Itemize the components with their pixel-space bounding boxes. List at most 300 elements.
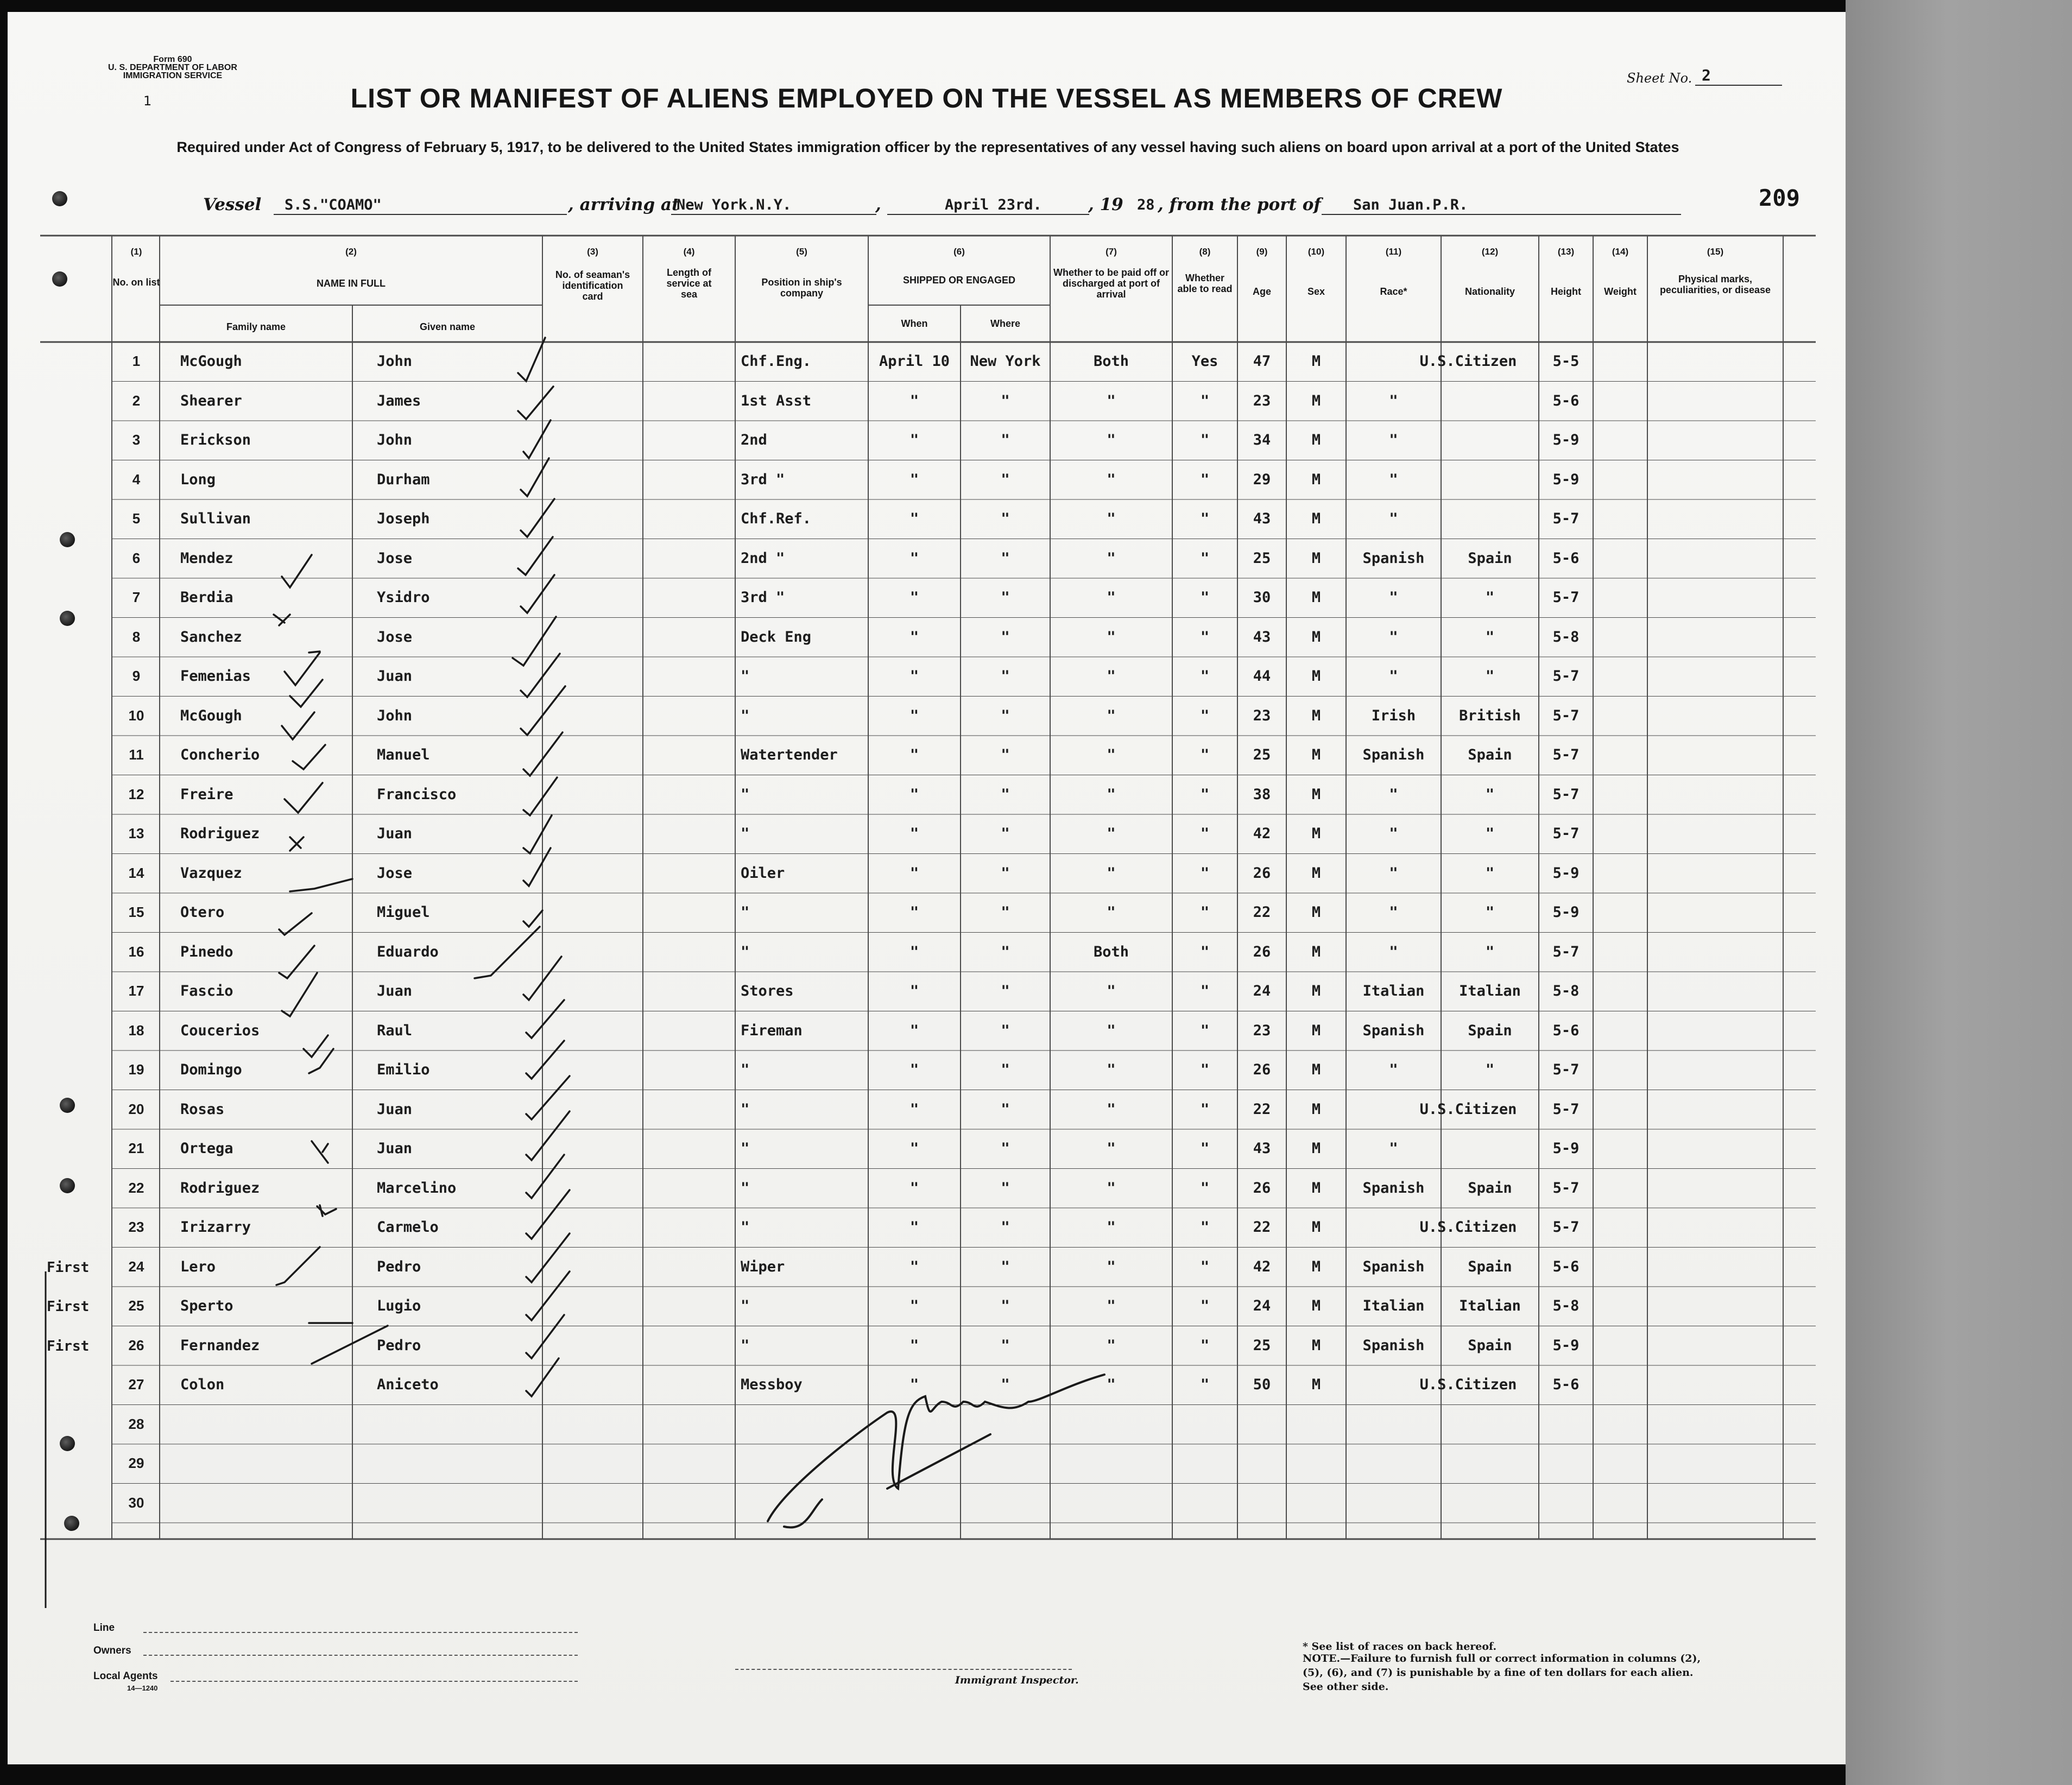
given-name: John [377, 707, 413, 724]
family-name: Rodriguez [180, 825, 260, 842]
departure-port: San Juan.P.R. [1353, 197, 1468, 213]
sex: M [1311, 1297, 1321, 1314]
age: 25 [1253, 746, 1271, 763]
paid-off: " [1107, 510, 1116, 527]
age: 26 [1253, 1061, 1271, 1078]
sex: M [1311, 432, 1321, 448]
col8-number: (8) [1199, 246, 1211, 257]
sex: M [1311, 707, 1321, 724]
shipped-when: " [909, 432, 919, 448]
shipped-where: " [1001, 786, 1010, 803]
sex: M [1311, 510, 1321, 527]
able-to-read: " [1200, 1022, 1210, 1039]
position: " [741, 1100, 750, 1118]
row-number: 10 [128, 707, 144, 724]
races-footnote: * See list of races on back hereof. [1303, 1641, 1497, 1653]
sex: M [1311, 1337, 1321, 1354]
col10-header: Sex [1307, 286, 1325, 297]
row-number: 12 [128, 786, 144, 802]
paid-off: " [1107, 432, 1116, 448]
given-name: Lugio [377, 1297, 421, 1314]
family-name: Coucerios [180, 1022, 260, 1039]
punch-hole [60, 1098, 75, 1113]
col3-number: (3) [587, 246, 598, 257]
shipped-where: " [1001, 1179, 1010, 1197]
race: " [1389, 432, 1398, 448]
row-number: 21 [128, 1140, 144, 1156]
shipped-where: " [1001, 510, 1010, 527]
comma: , [875, 195, 881, 214]
row-number: 8 [132, 628, 141, 645]
able-to-read: " [1200, 1140, 1210, 1157]
nationality: " [1485, 864, 1495, 882]
position: 3rd " [741, 471, 785, 488]
shipped-when: " [909, 746, 919, 763]
sheet-number-value: 2 [1702, 66, 1711, 84]
col2-number: (2) [345, 246, 357, 257]
sex: M [1311, 1258, 1321, 1275]
shipped-where: " [1001, 1337, 1010, 1354]
nationality: U.S.Citizen [1419, 1100, 1517, 1118]
height: 5-8 [1552, 983, 1580, 999]
shipped-where: " [1001, 1376, 1010, 1393]
able-to-read: " [1200, 432, 1210, 448]
family-name: Ortega [180, 1140, 233, 1157]
position: 1st Asst [741, 392, 812, 409]
family-name: Shearer [180, 392, 242, 409]
col6-number: (6) [953, 246, 965, 257]
sex: M [1311, 746, 1321, 763]
shipped-where: " [1001, 746, 1010, 763]
nationality: Spain [1468, 549, 1512, 567]
sex: M [1311, 668, 1321, 685]
height: 5-8 [1552, 1297, 1580, 1314]
row-number: 15 [128, 904, 144, 920]
nationality: Italian [1459, 983, 1521, 999]
race: " [1389, 668, 1398, 685]
race: " [1389, 471, 1398, 488]
col7-header: Whether to be paid off or discharged at port of arrival [1053, 267, 1169, 300]
shipped-when: " [909, 1140, 919, 1157]
sex: M [1311, 904, 1321, 921]
punch-hole [52, 271, 67, 287]
paid-off: " [1107, 628, 1116, 645]
shipped-when: " [909, 1061, 919, 1078]
age: 50 [1253, 1376, 1271, 1393]
margin-annotation: First [47, 1299, 90, 1315]
position: Wiper [741, 1258, 785, 1275]
able-to-read: Yes [1191, 353, 1218, 370]
able-to-read: " [1200, 1258, 1210, 1275]
position: " [741, 1179, 750, 1197]
able-to-read: " [1200, 628, 1210, 645]
given-name: Eduardo [377, 943, 439, 960]
given-name: Raul [377, 1022, 413, 1039]
age: 43 [1253, 628, 1271, 645]
nationality: Spain [1468, 1022, 1512, 1039]
row-number: 20 [128, 1100, 144, 1117]
shipped-where: " [1001, 589, 1010, 606]
row-number: 19 [128, 1061, 144, 1078]
able-to-read: " [1200, 392, 1210, 409]
age: 43 [1253, 510, 1271, 527]
able-to-read: " [1200, 668, 1210, 685]
penalty-note: NOTE.—Failure to furnish full or correct information in columns (2), (5), (6), and (7) is punishable by a fine of ten dollars for each alien. See other side. [1303, 1653, 1701, 1693]
family-name: Rodriguez [180, 1179, 260, 1197]
height: 5-5 [1552, 353, 1580, 370]
paid-off: " [1107, 1140, 1116, 1157]
position: " [741, 1219, 750, 1236]
race: Irish [1371, 707, 1416, 724]
able-to-read: " [1200, 1061, 1210, 1078]
col1-header: No. on list [112, 277, 160, 288]
height: 5-9 [1552, 864, 1580, 882]
family-name: Lero [180, 1258, 216, 1275]
punch-hole [60, 611, 75, 626]
col4-header: Length of service at sea [666, 267, 712, 300]
height: 5-7 [1552, 786, 1580, 803]
shipped-where: New York [970, 353, 1041, 370]
race: " [1389, 904, 1398, 921]
age: 22 [1253, 1100, 1271, 1118]
given-name: Jose [377, 549, 413, 567]
position: " [741, 825, 750, 842]
position: 2nd " [741, 549, 785, 567]
sex: M [1311, 1100, 1321, 1118]
able-to-read: " [1200, 589, 1210, 606]
given-name: Miguel [377, 904, 430, 921]
sex: M [1311, 353, 1321, 370]
height: 5-7 [1552, 1100, 1580, 1118]
given-name: Manuel [377, 746, 430, 763]
shipped-when: " [909, 707, 919, 724]
given-name: Juan [377, 668, 413, 685]
family-name: Freire [180, 786, 233, 803]
family-name: Concherio [180, 746, 260, 763]
row-number: 28 [128, 1415, 144, 1432]
family-name: Colon [180, 1376, 225, 1393]
height: 5-9 [1552, 1140, 1580, 1157]
shipped-where: " [1001, 983, 1010, 999]
height: 5-9 [1552, 471, 1580, 488]
given-name: James [377, 392, 421, 409]
vessel-name: S.S."COAMO" [285, 197, 382, 213]
able-to-read: " [1200, 1179, 1210, 1197]
race: Italian [1362, 1297, 1425, 1314]
paid-off: " [1107, 471, 1116, 488]
nationality: " [1485, 904, 1495, 921]
position: Stores [741, 983, 794, 999]
age: 44 [1253, 668, 1271, 685]
row-number: 1 [132, 353, 141, 369]
shipped-where: " [1001, 628, 1010, 645]
able-to-read: " [1200, 549, 1210, 567]
position: " [741, 1337, 750, 1354]
sex: M [1311, 1061, 1321, 1078]
family-name: McGough [180, 707, 242, 724]
age: 47 [1253, 353, 1271, 370]
shipped-when: " [909, 786, 919, 803]
height: 5-6 [1552, 1376, 1580, 1393]
nationality: " [1485, 943, 1495, 960]
arrival-date: April 23rd. [945, 197, 1042, 213]
margin-annotation: First [47, 1338, 90, 1354]
family-name: Pinedo [180, 943, 233, 960]
age: 23 [1253, 1022, 1271, 1039]
age: 43 [1253, 1140, 1271, 1157]
shipped-where: " [1001, 549, 1010, 567]
document-subtitle: Required under Act of Congress of February 5, 1917, to be delivered to the United States immigration officer by the representatives of any vessel having such aliens on board upon arrival at a port of the United States [176, 139, 1679, 155]
sex: M [1311, 943, 1321, 960]
agents-form-code: 14—1240 [127, 1684, 158, 1692]
given-name: Pedro [377, 1337, 421, 1354]
row-number: 3 [132, 432, 141, 448]
race: Spanish [1362, 746, 1425, 763]
shipped-when: " [909, 1297, 919, 1314]
given-name: Juan [377, 825, 413, 842]
given-name: Carmelo [377, 1219, 439, 1236]
position: Messboy [741, 1376, 803, 1393]
paid-off: " [1107, 707, 1116, 724]
able-to-read: " [1200, 1100, 1210, 1118]
shipped-when: " [909, 589, 919, 606]
able-to-read: " [1200, 1297, 1210, 1314]
paid-off: Both [1093, 353, 1129, 370]
position: " [741, 786, 750, 803]
nationality: " [1485, 825, 1495, 842]
age: 23 [1253, 707, 1271, 724]
height: 5-6 [1552, 392, 1580, 409]
row-number: 27 [128, 1376, 144, 1392]
race: " [1389, 510, 1398, 527]
height: 5-7 [1552, 1061, 1580, 1078]
nationality: " [1485, 628, 1495, 645]
shipped-when: " [909, 983, 919, 999]
able-to-read: " [1200, 786, 1210, 803]
shipped-where: " [1001, 1022, 1010, 1039]
given-name: John [377, 432, 413, 448]
able-to-read: " [1200, 510, 1210, 527]
row-number: 22 [128, 1179, 144, 1196]
shipped-where: " [1001, 1140, 1010, 1157]
arrival-year: 28 [1137, 197, 1155, 213]
shipped-when: " [909, 628, 919, 645]
paid-off: " [1107, 904, 1116, 921]
row-number: 29 [128, 1455, 144, 1471]
sex: M [1311, 983, 1321, 999]
able-to-read: " [1200, 471, 1210, 488]
col12-header: Nationality [1464, 286, 1515, 297]
given-name: Jose [377, 628, 413, 645]
age: 22 [1253, 1219, 1271, 1236]
paid-off: " [1107, 1022, 1116, 1039]
given-name: Pedro [377, 1258, 421, 1275]
paid-off: " [1107, 746, 1116, 763]
punch-hole [52, 191, 67, 206]
shipped-when: " [909, 510, 919, 527]
family-name: Sullivan [180, 510, 251, 527]
able-to-read: " [1200, 904, 1210, 921]
shipped-when: " [909, 1376, 919, 1393]
able-to-read: " [1200, 1376, 1210, 1393]
sheet-label: Sheet No. [1627, 71, 1692, 86]
race: Spanish [1362, 1022, 1425, 1039]
race: Spanish [1362, 1337, 1425, 1354]
department-name: U. S. DEPARTMENT OF LABOR [108, 63, 237, 72]
age: 25 [1253, 1337, 1271, 1354]
age: 26 [1253, 864, 1271, 882]
age: 34 [1253, 432, 1271, 448]
height: 5-7 [1552, 746, 1580, 763]
given-name: Aniceto [377, 1376, 439, 1393]
height: 5-6 [1552, 549, 1580, 567]
height: 5-7 [1552, 943, 1580, 960]
shipped-where: " [1001, 1100, 1010, 1118]
race: " [1389, 628, 1398, 645]
shipped-where: " [1001, 432, 1010, 448]
col14-number: (14) [1612, 246, 1629, 257]
row-number: 6 [132, 549, 141, 566]
position: Fireman [741, 1022, 803, 1039]
able-to-read: " [1200, 1337, 1210, 1354]
row-number: 11 [129, 746, 144, 763]
paid-off: " [1107, 864, 1116, 882]
nationality: Spain [1468, 1179, 1512, 1197]
age: 23 [1253, 392, 1271, 409]
paid-off: " [1107, 549, 1116, 567]
punch-hole [60, 1436, 75, 1451]
family-name: Otero [180, 904, 225, 921]
paid-off: " [1107, 392, 1116, 409]
family-name: Femenias [180, 668, 251, 685]
paid-off: " [1107, 1100, 1116, 1118]
paid-off: " [1107, 1297, 1116, 1314]
nationality: U.S.Citizen [1419, 1376, 1517, 1393]
immigrant-inspector-label: Immigrant Inspector. [955, 1674, 1079, 1686]
race: Spanish [1362, 549, 1425, 567]
punch-hole [64, 1516, 79, 1531]
col11-header: Race* [1380, 286, 1407, 297]
height: 5-7 [1552, 1219, 1580, 1236]
shipped-where: " [1001, 825, 1010, 842]
position: " [741, 1297, 750, 1314]
race: " [1389, 589, 1398, 606]
row-number: 4 [132, 471, 141, 488]
row-number: 18 [128, 1022, 144, 1039]
shipped-when: " [909, 1219, 919, 1236]
family-name: Fascio [180, 983, 233, 999]
family-name: Irizarry [180, 1219, 251, 1236]
age: 42 [1253, 825, 1271, 842]
age: 26 [1253, 943, 1271, 960]
from-port-label: , from the port of [1158, 195, 1321, 214]
position: " [741, 1140, 750, 1157]
nationality: Spain [1468, 746, 1512, 763]
row-number: 14 [128, 864, 144, 881]
nationality: U.S.Citizen [1419, 1219, 1517, 1236]
age: 24 [1253, 1297, 1271, 1314]
sex: M [1311, 392, 1321, 409]
binding-strip [1846, 0, 2072, 1785]
col5-header: Position in ship's company [761, 277, 842, 299]
height: 5-7 [1552, 1179, 1580, 1197]
col9-header: Age [1252, 286, 1271, 297]
shipped-where: " [1001, 471, 1010, 488]
shipped-where: " [1001, 943, 1010, 960]
paid-off: " [1107, 589, 1116, 606]
col11-number: (11) [1385, 246, 1402, 257]
able-to-read: " [1200, 983, 1210, 999]
family-name: Mendez [180, 549, 233, 567]
given-name: Ysidro [377, 589, 430, 606]
paid-off: " [1107, 825, 1116, 842]
nationality: " [1485, 1061, 1495, 1078]
col1-number: (1) [130, 246, 142, 257]
shipped-where: " [1001, 1297, 1010, 1314]
service-name: IMMIGRATION SERVICE [123, 71, 223, 80]
row-number: 7 [132, 589, 141, 605]
race: " [1389, 943, 1398, 960]
position: Deck Eng [741, 628, 812, 645]
age: 38 [1253, 786, 1271, 803]
given-name: Jose [377, 864, 413, 882]
row-number: 16 [128, 943, 144, 960]
race: " [1389, 1140, 1398, 1157]
position: Chf.Ref. [741, 510, 812, 527]
owners-label: Owners [93, 1645, 131, 1656]
age: 26 [1253, 1179, 1271, 1197]
row-number: 13 [128, 825, 144, 841]
col4-number: (4) [683, 246, 695, 257]
nationality: " [1485, 668, 1495, 685]
height: 5-7 [1552, 668, 1580, 685]
col7-number: (7) [1106, 246, 1117, 257]
given-name: Juan [377, 983, 413, 999]
given-name: John [377, 353, 413, 370]
col9-number: (9) [1256, 246, 1268, 257]
age: 42 [1253, 1258, 1271, 1275]
position: Watertender [741, 746, 838, 763]
sex: M [1311, 786, 1321, 803]
sex: M [1311, 589, 1321, 606]
age: 25 [1253, 549, 1271, 567]
able-to-read: " [1200, 943, 1210, 960]
age: 30 [1253, 589, 1271, 606]
paid-off: " [1107, 1376, 1116, 1393]
year-prefix: , 19 [1088, 195, 1123, 214]
position: 3rd " [741, 589, 785, 606]
able-to-read: " [1200, 707, 1210, 724]
able-to-read: " [1200, 825, 1210, 842]
sex: M [1311, 549, 1321, 567]
race: Italian [1362, 983, 1425, 999]
height: 5-7 [1552, 510, 1580, 527]
vessel-label: Vessel [203, 195, 262, 214]
local-agents-label: Local Agents [93, 1670, 158, 1682]
paid-off: " [1107, 1258, 1116, 1275]
shipped-when: " [909, 1258, 919, 1275]
col12-number: (12) [1481, 246, 1499, 257]
row-number: 26 [128, 1337, 144, 1353]
position: " [741, 943, 750, 960]
age: 24 [1253, 983, 1271, 999]
paid-off: " [1107, 786, 1116, 803]
nationality: U.S.Citizen [1419, 353, 1517, 370]
arrival-port: New York.N.Y. [677, 197, 792, 213]
given-name: Marcelino [377, 1179, 457, 1197]
height: 5-7 [1552, 825, 1580, 842]
sex: M [1311, 1022, 1321, 1039]
